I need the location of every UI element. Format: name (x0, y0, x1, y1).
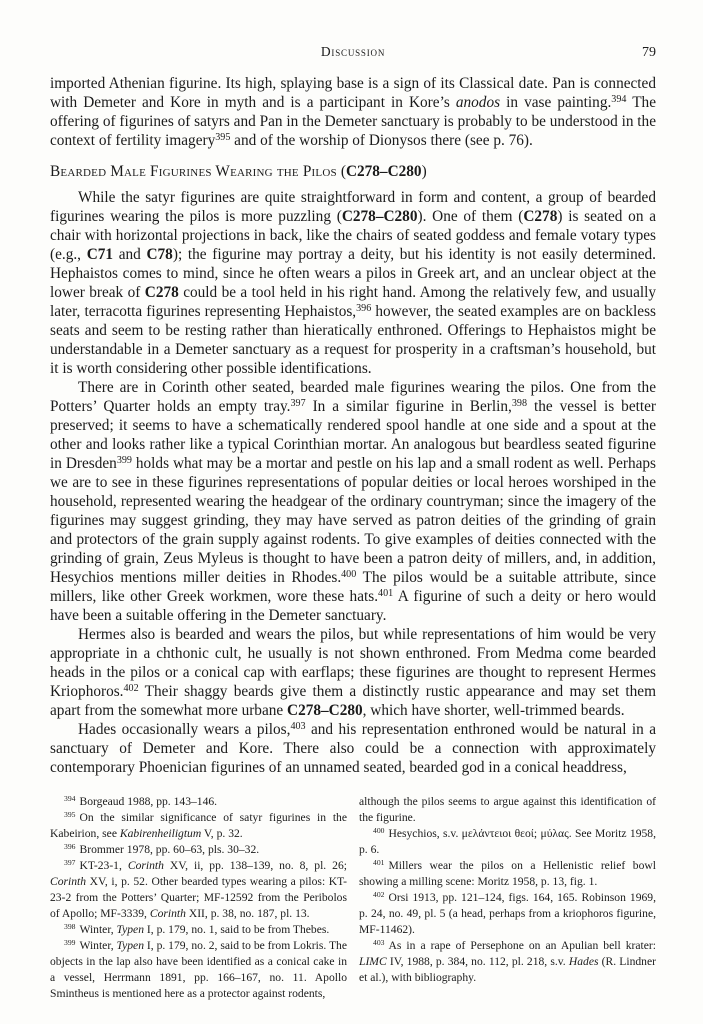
text-run: Corinth (149, 907, 186, 920)
text-run: I, p. 179, no. 1, said to be from Thebes. (144, 923, 330, 936)
section-heading (50, 162, 656, 181)
text-run: The pilos would be a suitable attribute, since millers, like other Greek workmen, wore these hats. (50, 569, 656, 605)
text-run: Bearded Male Figurines Wearing the Pilos (50, 163, 341, 180)
text-run: Winter, (79, 923, 117, 936)
text-run: Corinth (127, 859, 164, 872)
paragraph (50, 625, 656, 720)
footnotes-right-column (359, 794, 656, 1002)
text-run: There are in Corinth other seated, bearded male figurines wearing the pilos. One from the Potters’ Quarter holds an empty tray. (50, 379, 656, 415)
text-run: the vessel is better preserved; it seems to have a schematically rendered spool handle at one side and a spout at the other and looks rather like a typical Corinthian mortar. An analogous but beardless seated figurine in Dresden (50, 398, 657, 472)
paragraph (50, 378, 656, 625)
text-run: Their shaggy beards give them a distinctly rustic appearance and may set them apart from the somewhat more urbane (50, 683, 656, 719)
footnote-reference: 402 (123, 682, 139, 694)
text-run: IV, 1988, p. 384, no. 112, pl. 218, s.v. (386, 955, 569, 968)
text-run: ) (421, 163, 427, 180)
text-run: While the satyr figurines are quite straightforward in form and content, a group of bearded figurines wearing the pilos is more puzzling ( (50, 189, 656, 225)
text-run: In a similar figurine in Berlin, (305, 398, 512, 415)
text-run: Winter, (79, 939, 117, 952)
text-run: and of the worship of Dionysos there (see p. 76). (230, 132, 533, 149)
paragraph (50, 188, 656, 378)
footnote-reference: 398 (511, 397, 527, 409)
text-run: ). One of them ( (417, 208, 524, 225)
text-run: C78 (146, 246, 173, 263)
text-run: C278–C280 (341, 208, 418, 225)
text-run: As in a rape of Persephone on an Apulian bell krater: (388, 939, 656, 952)
text-run: I, p. 179, no. 2, said to be from Lokris. The objects in the lap also have been identified as a conical cake in a vessel, Herrmann 1891, pp. 166–167, no. 11. Apollo Smintheus is mentioned here as a protector against rodents, (50, 939, 347, 1000)
main-text (50, 74, 656, 777)
text-run: LIMC (359, 955, 387, 968)
text-run: and his representation enthroned would be natural in a sanctuary of Demeter and Kore. There also could be a connection with approximately contemporary Phoenician figurines of an unnamed seated, bearded god in a conical headdress, (50, 721, 656, 776)
text-run: Orsi 1913, pp. 121–124, figs. 164, 165. Robinson 1969, p. 24, no. 49, pl. 5 (a head, perhaps from a kriophoros figurine, MF-11462). (359, 891, 656, 936)
text-run: C71 (86, 246, 114, 263)
text-run: ( (340, 163, 346, 180)
text-run: could be a tool held in his right hand. Among the relatively few, and usually later, terracotta figurines representing Hephaistos, (50, 284, 657, 320)
text-run: and (113, 246, 147, 263)
footnote (359, 826, 656, 858)
footnote (359, 858, 656, 890)
text-run: C278 (144, 284, 179, 301)
paragraph (50, 74, 656, 150)
text-run: Brommer 1978, pp. 60–63, pls. 30–32. (79, 843, 260, 856)
footnote-reference: 400 (341, 568, 357, 580)
text-run: Typen (116, 939, 145, 952)
text-run: A figurine of such a deity or hero would have been a suitable offering in the Demeter sanctuary. (50, 588, 656, 624)
text-run: , which have shorter, well-trimmed beards. (362, 702, 625, 719)
footnotes (50, 794, 656, 1002)
text-run: (R. Lindner et al.), with bibliography. (359, 955, 656, 984)
footnote-number: 396 (64, 842, 76, 852)
footnote (50, 922, 347, 938)
footnote-number: 399 (64, 938, 76, 948)
running-head-title: Discussion (320, 44, 386, 59)
running-head (50, 44, 656, 61)
footnote-reference: 394 (611, 93, 627, 105)
paragraph (50, 720, 656, 777)
text-run: C278–C280 (287, 702, 363, 719)
text-run: C278 (523, 208, 558, 225)
text-run: Hades occasionally wears a pilos, (78, 721, 291, 738)
footnote-number: 395 (64, 810, 76, 820)
footnote (50, 858, 347, 922)
text-run: in vase painting. (500, 94, 612, 111)
text-run: anodos (455, 94, 501, 111)
footnote-number: 398 (64, 922, 76, 932)
text-run: Hesychios, s.v. μελάντειοι θεοί; μύλας. See Moritz 1958, p. 6. (359, 827, 656, 856)
text-run: Kabirenheiligtum (119, 827, 202, 840)
text-run: KT-23-1, (79, 859, 128, 872)
footnote-reference: 403 (290, 720, 306, 732)
footnotes-left-column (50, 794, 347, 1002)
text-run: Corinth (50, 875, 87, 888)
footnote-number: 400 (373, 826, 385, 836)
footnote-reference: 399 (116, 454, 132, 466)
text-run: XV, ii, pp. 138–139, no. 8, pl. 26; (163, 859, 347, 872)
footnote-reference: 401 (378, 587, 394, 599)
text-run: XV, i, p. 52. Other bearded types wearing a pilos: KT-23-2 from the Potters’ Quarter; MF-12592 from the Peribolos of Apollo; MF-3339, (50, 875, 347, 920)
text-run: Borgeaud 1988, pp. 143–146. (79, 795, 218, 808)
text-run: ) is seated on a chair with horizontal projections in back, like the chairs of seated goddess and female votary types (e.g., (50, 208, 657, 263)
text-run: although the pilos seems to argue against this identification of the figurine. (359, 795, 656, 824)
footnote-number: 394 (64, 794, 76, 804)
text-run: Hades (568, 955, 599, 968)
footnote-reference: 395 (215, 131, 231, 143)
text-run: holds what may be a mortar and pestle on his lap and a small rodent as well. Perhaps we are to see in these figurines representations of popular deities or local heroes worshiped in the household, represented wearing the headgear of the ordinary countryman; since the imagery of the figurines may suggest grinding, they may have served as patron deities of the grinding of grain and protectors of the grain supply against rodents. To give examples of deities connected with the grinding of grain, Zeus Myleus is thought to have been a patron deity of millers, and, in addition, Hesychios mentions miller deities in Rhodes. (50, 455, 656, 586)
text-run: Millers wear the pilos on a Hellenistic relief bowl showing a milling scene: Moritz 1958, p. 13, fig. 1. (359, 859, 656, 888)
text-run: Hermes also is bearded and wears the pilos, but while representations of him would be very appropriate in a chthonic cult, he usually is not shown enthroned. From Medma come bearded heads in the pilos or a conical cap with earflaps; these figurines are thought to represent Hermes Kriophoros. (50, 626, 656, 700)
text-run: Typen (116, 923, 145, 936)
text-run: however, the seated examples are on backless seats and seem to be resting rather than hieratically enthroned. Offerings to Hephaistos might be understandable in a Demeter sanctuary as a request for prosperity in a craftsman’s household, but it is worth considering other possible identifications. (50, 303, 656, 377)
footnote (50, 794, 347, 810)
footnote-number: 402 (373, 890, 385, 900)
footnote (50, 842, 347, 858)
text-run: The offering of figurines of satyrs and Pan in the Demeter sanctuary is probably to be understood in the context of fertility imagery (50, 94, 656, 149)
text-run: C278–C280 (345, 163, 422, 180)
footnote-reference: 397 (290, 397, 306, 409)
footnote-continuation (359, 794, 656, 826)
text-run: imported Athenian figurine. Its high, splaying base is a sign of its Classical date. Pan is connected with Demeter and Kore in myth and is a participant in Kore’s (50, 75, 656, 111)
text-run: ); the figurine may portray a deity, but his identity is not easily determined. Hephaistos comes to mind, since he often wears a pilos in Greek art, and an unclear object at the lower break of (50, 246, 656, 301)
footnote-number: 397 (64, 858, 76, 868)
footnote (50, 810, 347, 842)
footnote-number: 403 (373, 938, 385, 948)
footnote (50, 938, 347, 1002)
text-run: V, p. 32. (201, 827, 243, 840)
page-number: 79 (642, 45, 657, 60)
footnote-reference: 396 (356, 302, 372, 314)
footnote (359, 890, 656, 938)
text-run: On the similar significance of satyr figurines in the Kabeirion, see (50, 811, 347, 840)
text-run: XII, p. 38, no. 187, pl. 13. (185, 907, 310, 920)
footnote-number: 401 (373, 858, 385, 868)
footnote (359, 938, 656, 986)
